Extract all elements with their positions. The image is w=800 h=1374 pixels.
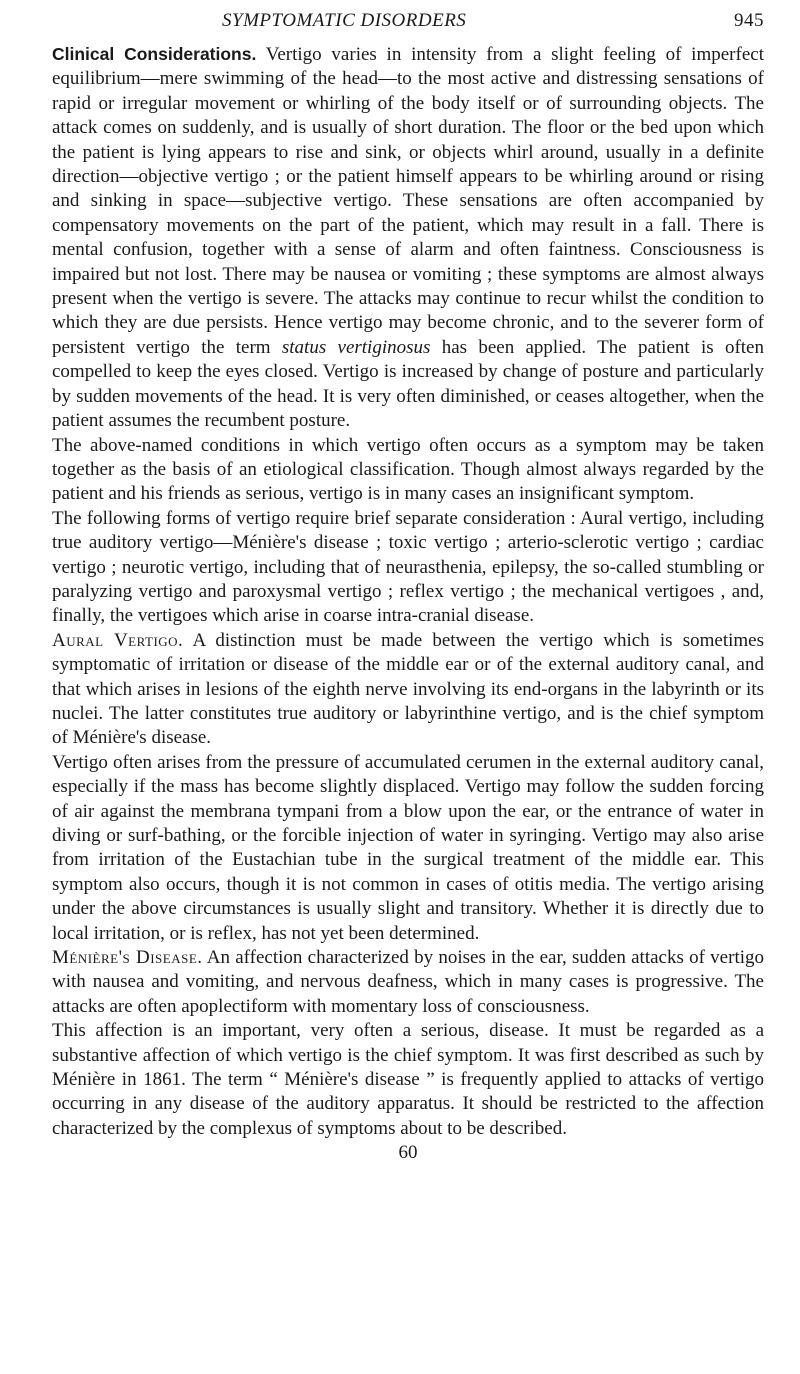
section-heading-aural-vertigo: Aural Vertigo. <box>52 629 184 651</box>
section-heading-menieres-disease: Ménière's Disease. <box>52 947 203 969</box>
paragraph-cerumen <box>52 751 764 946</box>
paragraph-text: has been applied. The patient is often compelled to keep the eyes closed. Vertigo is increased by change of posture and particularly by sudden movements of the head. It is very often diminished, or ceases altogether, when the patient assumes the recumbent posture. <box>52 336 764 432</box>
paragraph-text: The above-named conditions in which vertigo often occurs as a symptom may be taken together as the basis of an etiological classification. Though almost always regarded by the patient and his friends as serious, vertigo is in many cases an insignificant symptom. <box>52 434 764 505</box>
page-number: 945 <box>734 10 764 31</box>
signature-mark: 60 <box>398 1142 418 1164</box>
paragraph-text: An affection characterized by noises in the ear, sudden attacks of vertigo with nausea and vomiting, and nervous deafness, which in many cases is progressive. The attacks are often apoplectiform with momentary loss of consciousness. <box>52 947 764 1017</box>
paragraph-forms-of-vertigo <box>52 507 764 629</box>
italic-term: status vertiginosus <box>281 336 431 358</box>
paragraph-affection-important <box>52 1019 764 1141</box>
paragraph-text: The following forms of vertigo require brief separate consideration : Aural vertigo, including true auditory vertigo—Ménière's disease ; toxic vertigo ; arterio-sclerotic vertigo ; cardiac vertigo ; neurotic vertigo, including that of neurasthenia, epilepsy, the so-called stumbling or paralyzing vertigo and paroxysmal vertigo ; reflex vertigo ; the mechanical vertigoes , and, finally, the vertigoes which arise in coarse intra-cranial disease. <box>52 507 764 627</box>
paragraph-etiological-classification <box>52 434 764 507</box>
running-head-title: SYMPTOMATIC DISORDERS <box>222 10 467 31</box>
paragraph-menieres-disease <box>52 946 764 1019</box>
paragraph-aural-vertigo <box>52 629 764 751</box>
paragraph-text: This affection is an important, very often a serious, disease. It must be regarded as a substantive affection of which vertigo is the chief symptom. It was first described as such by Ménière in 1861. The term “ Ménière's disease ” is frequently applied to attacks of vertigo occurring in any disease of the auditory apparatus. It should be restricted to the affection characterized by the complexus of symptoms about to be described. <box>52 1020 764 1139</box>
section-heading-clinical-considerations: Clinical Considerations. <box>52 44 257 64</box>
paragraph-text: Vertigo varies in intensity from a slight feeling of imperfect equilibrium—mere swimming of the head—to the most active and distressing sensations of rapid or irregular movement or whirling of the body itself or of surrounding objects. The attack comes on suddenly, and is usually of short duration. The floor or the bed upon which the patient is lying appears to rise and sink, or objects whirl around, usually in a definite direction—objective vertigo ; or the patient himself appears to be whirling around or rising and sinking in space—subjective vertigo. These sensations are often accompanied by compensatory movements on the part of the patient, which may result in a fall. There is mental confusion, together with a sense of alarm and often faintness. Consciousness is impaired but not lost. There may be nausea or vomiting ; these symptoms are almost always present when the vertigo is severe. The attacks may continue to recur whilst the condition to which they are due persists. Hence vertigo may become chronic, and to the severer form of persistent vertigo the term <box>52 44 764 358</box>
paragraph-text: A distinction must be made between the vertigo which is sometimes symptomatic of irritation or disease of the middle ear or of the external auditory canal, and that which arises in lesions of the eighth nerve involving its end-organs in the labyrinth or its nuclei. The latter constitutes true auditory or labyrinthine vertigo, and is the chief symptom of Ménière's disease. <box>52 629 764 749</box>
running-head <box>52 10 764 36</box>
paragraph-clinical-considerations <box>52 42 764 434</box>
paragraph-text: Vertigo often arises from the pressure of accumulated cerumen in the external auditory canal, especially if the mass has become slightly displaced. Vertigo may follow the sudden forcing of air against the membrana tympani from a blow upon the ear, or the entrance of water in diving or surf-bathing, or the forcible injection of water in syringing. Vertigo may also arise from irritation of the Eustachian tube in the surgical treatment of the middle ear. This symptom also occurs, though it is not common in cases of otitis media. The vertigo arising under the above circumstances is usually slight and transitory. Whether it is directly due to local irritation, or is reflex, has not yet been determined. <box>52 751 764 944</box>
body-text <box>52 42 764 1166</box>
